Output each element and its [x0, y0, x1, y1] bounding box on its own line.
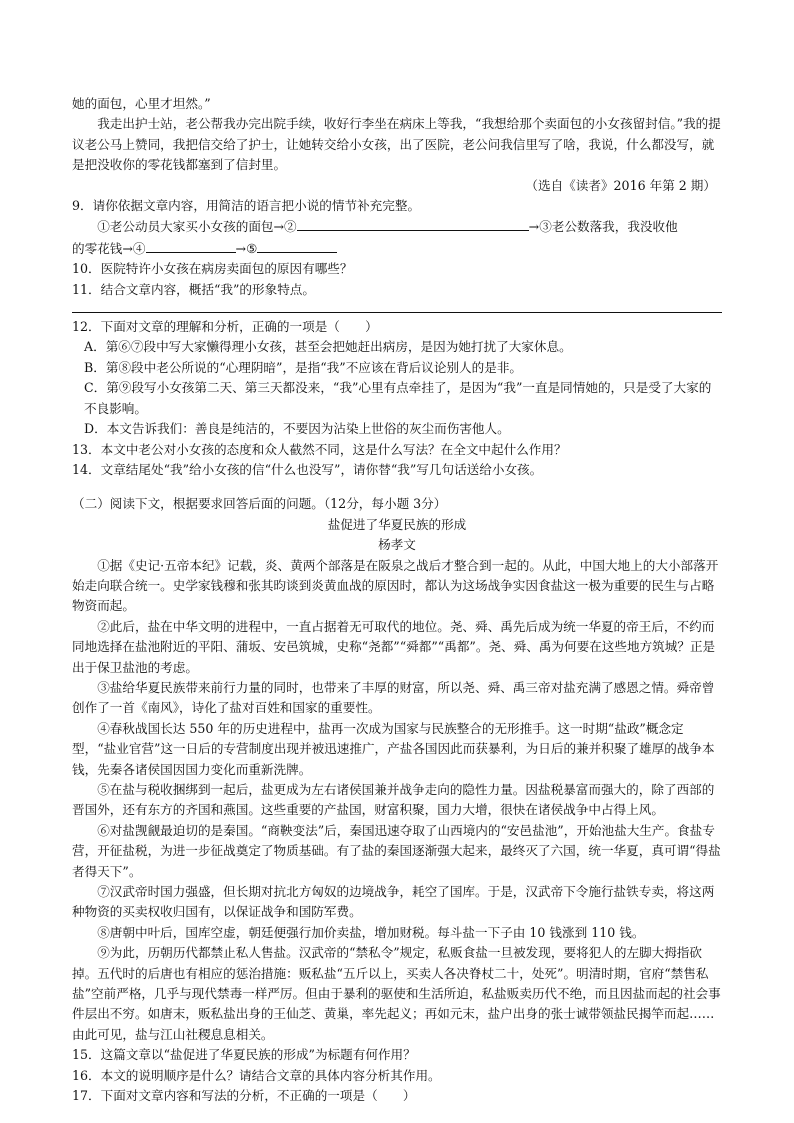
q9-text: →③老公数落我，我没收他	[528, 219, 678, 235]
question-11: 11．结合文章内容，概括“我”的形象特点。	[72, 281, 315, 297]
option-a: A．第⑥⑦段中写大家懒得理小女孩，甚至会把她赶出病房，是因为她打扰了大家休息。	[84, 339, 572, 355]
question-9-line-1	[72, 216, 722, 237]
question-15: 15．这篇文章以“盐促进了华夏民族的形成”为标题有何作用？	[72, 1047, 416, 1063]
source-citation: （选自《读者》2016 年第 2 期）	[525, 177, 716, 193]
option-b: B．第⑧段中老公所说的“心理阴暗”，是指“我”不应该在背后议论别人的是非。	[84, 359, 523, 375]
question-16: 16．本文的说明顺序是什么？请结合文章的具体内容分析其作用。	[72, 1067, 441, 1083]
option-d: D．本文告诉我们：善良是纯洁的，不要因为沾染上世俗的灰尘而伤害他人。	[84, 421, 510, 437]
q9-text: ①老公动员大家买小女孩的面包→②	[97, 219, 297, 235]
article-paragraph: ③盐给华夏民族带来前行力量的同时，也带来了丰厚的财富，所以尧、舜、禹三帝对盐充满了感恩之情。舜帝曾创作了一首《南风》，诗化了盐对百姓和国家的重要性。	[72, 679, 715, 716]
question-9: 9．请你依据文章内容，用简洁的语言把小说的情节补充完整。	[72, 198, 421, 214]
document-page	[72, 94, 722, 1107]
story-paragraph: 我走出护士站，老公帮我办完出院手续，收好行李坐在病床上等我，“我想给那个卖面包的小女孩留封信。”我的提议老公马上赞同，我把信交给了护士，让她转交给小女孩，出了医院，老公问我信里写了啥，我说，什么都没写，就是把没收你的零花钱都塞到了信封里。	[72, 116, 721, 173]
option-c: C．第⑨段写小女孩第二天、第三天都没来，“我”心里有点牵挂了，是因为“我”一直是同情她的，只是受了大家的不良影响。	[84, 380, 712, 416]
article-paragraph: ①据《史记·五帝本纪》记载，炎、黄两个部落是在阪泉之战后才整合到一起的。从此，中国大地上的大小部落开始走向联合统一。史学家钱穆和张其昀谈到炎黄血战的原因时，都认为这场战争实因食盐这一极为重要的民生与占略物资而起。	[72, 557, 719, 614]
article-paragraph: ⑧唐朝中叶后，国库空虚，朝廷便强行加价卖盐，增加财税。每斗盐一下子由 10 钱涨到 110 钱。	[97, 924, 645, 940]
article-title: 盐促进了华夏民族的形成	[327, 516, 467, 532]
question-9-line-2	[72, 238, 722, 259]
q9-text: 的零花钱→④	[72, 240, 146, 256]
question-13: 13．本文中老公对小女孩的态度和众人截然不同，这是什么写法？在全文中起什么作用？	[72, 441, 567, 457]
article-paragraph: ⑦汉武帝时国力强盛，但长期对抗北方匈奴的边境战争，耗空了国库。于是，汉武帝下令施行盐铁专卖，将这两种物资的买卖权收归国有，以保证战争和国防军费。	[72, 884, 715, 920]
story-paragraph: 她的面包，心里才坦然。”	[72, 96, 211, 111]
answer-blank-4[interactable]	[146, 238, 236, 253]
answer-blank-2[interactable]	[297, 216, 529, 231]
answer-blank-5[interactable]	[257, 238, 337, 253]
article-paragraph: ⑤在盐与税收捆绑到一起后，盐更成为左右诸侯国兼并战争走向的隐性力量。因盐税暴富而强大的，除了西部的晋国外，还有东方的齐国和燕国。这些重要的产盐国，财富积聚，国力大增，很快在诸侯战争中占得上风。	[72, 782, 715, 818]
question-10: 10．医院特许小女孩在病房卖面包的原因有哪些？	[72, 261, 353, 277]
question-14: 14．文章结尾处“我”给小女孩的信“什么也没写”，请你替“我”写几句话送给小女孩。	[72, 461, 543, 477]
article-paragraph: ②此后，盐在中华文明的进程中，一直占据着无可取代的地位。尧、舜、禹先后成为统一华夏的帝王后，不约而同地选择在盐池附近的平阳、蒲坂、安邑筑城，史称“尧都”“舜都”“禹都”。尧、舜、禹为何要在这些地方筑城？正是出于保卫盐池的考虑。	[72, 618, 716, 675]
answer-line[interactable]	[72, 300, 722, 313]
section-intro: （二）阅读下文，根据要求回答后面的问题。（12分，每小题 3分）	[72, 496, 447, 512]
article-author: 杨孝文	[378, 537, 416, 553]
q9-text: →⑤	[235, 240, 258, 256]
article-paragraph: ⑥对盐觊觎最迫切的是秦国。“商鞅变法”后，秦国迅速夺取了山西境内的“安邑盐池”，开始池盐大生产。食盐专营，开征盐税，为进一步征战奠定了物质基础。有了盐的秦国逐渐强大起来，最终灭了六国，统一华夏，真可谓“得盐者得天下”。	[72, 822, 721, 879]
article-paragraph: ④春秋战国长达 550 年的历史进程中，盐再一次成为国家与民族整合的无形推手。这一时期“盐政”概念定型，“盐业官营”这一日后的专营制度出现并被迅速推广，产盐各国因此而获暴利，为日后的兼并积聚了雄厚的战争本钱，先秦各诸侯国因国力变化而重新洗牌。	[72, 720, 715, 777]
article-paragraph: ⑨为此，历朝历代都禁止私人售盐。汉武帝的“禁私令”规定，私贩食盐一旦被发现，要将犯人的左脚大拇指砍掉。五代时的后唐也有相应的惩治措施：贩私盐“五斤以上，买卖人各决脊杖二十，处死”。明清时期，官府“禁售私盐”空前严格，几乎与现代禁毒一样严厉。但由于暴利的驱使和生活所迫，私盐贩卖历代不绝，而且因盐而起的社会事件层出不穷。如唐末，贩私盐出身的王仙芝、黄巢，率先起义；再如元末，盐户出身的张士诚带领盐民揭竿而起……由此可见，盐与江山社稷息息相关。	[72, 945, 721, 1042]
question-17: 17．下面对文章内容和写法的分析，不正确的一项是（ ）	[72, 1088, 416, 1104]
question-12: 12．下面对文章的理解和分析，正确的一项是（ ）	[72, 319, 378, 335]
